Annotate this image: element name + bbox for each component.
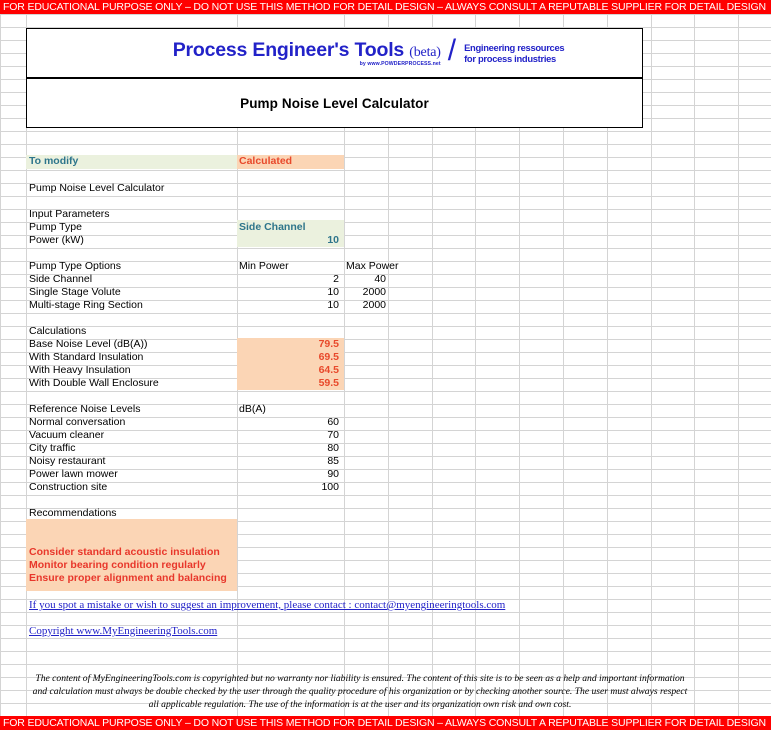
recommendation-item: Monitor bearing condition regularly <box>29 559 206 571</box>
input-parameters-heading: Input Parameters <box>29 208 110 220</box>
grid-row-line <box>0 638 771 639</box>
contact-link[interactable]: If you spot a mistake or wish to suggest an improvement, please contact : contact@myengineeringtools.com <box>29 599 506 611</box>
grid-row-line <box>0 391 771 392</box>
logo-tagline-line1: Engineering ressources <box>464 41 565 53</box>
col-header-min-power: Min Power <box>239 260 289 272</box>
recommendations-heading: Recommendations <box>29 507 117 519</box>
grid-row-line <box>0 144 771 145</box>
page-title: Pump Noise Level Calculator <box>240 95 429 111</box>
logo-header-box <box>26 28 643 78</box>
table-cell-min: 10 <box>327 286 339 298</box>
list-item-value: 60 <box>327 416 339 428</box>
standard-insulation-value: 69.5 <box>318 351 339 363</box>
logo-subtitle: by www.POWDERPROCESS.net <box>359 61 441 67</box>
legend-to-modify-label: To modify <box>29 155 79 167</box>
pump-type-input[interactable]: Side Channel <box>239 221 306 233</box>
list-item: Normal conversation <box>29 416 126 428</box>
col-header-max-power: Max Power <box>346 260 399 272</box>
logo-title <box>173 39 441 62</box>
list-item-value: 90 <box>327 468 339 480</box>
power-kw-input[interactable]: 10 <box>327 234 339 246</box>
grid-row-line <box>0 196 771 197</box>
grid-row-line <box>0 248 771 249</box>
logo-divider-slash: / <box>447 34 457 67</box>
grid-row-line <box>0 664 771 665</box>
grid-row-line <box>0 131 771 132</box>
list-item: City traffic <box>29 442 76 454</box>
pump-type-label: Pump Type <box>29 221 82 233</box>
grid-row-line <box>0 222 771 223</box>
table-cell-min: 10 <box>327 299 339 311</box>
calculations-heading: Calculations <box>29 325 87 337</box>
grid-row-line <box>0 313 771 314</box>
table-row: Single Stage Volute <box>29 286 121 298</box>
disclaimer-text: The content of MyEngineeringTools.com is copyrighted but no warranty nor liability is ensured. The content of this site is to be seen as a help and important information and calculation must always be double checked by the user through the quality procedure of his organization or by checking another source. The user must always respect all applicable regulation. The use of the information is at the user and its organization own risk and own cost. <box>32 673 688 711</box>
copyright-link[interactable]: Copyright www.MyEngineeringTools.com <box>29 625 218 637</box>
recommendation-item: Ensure proper alignment and balancing <box>29 572 227 584</box>
grid-row-line <box>0 326 771 327</box>
list-item: Noisy restaurant <box>29 455 106 467</box>
grid-row-line <box>0 456 771 457</box>
grid-row-line <box>0 651 771 652</box>
list-item-value: 85 <box>327 455 339 467</box>
reference-noise-unit: dB(A) <box>239 403 266 415</box>
table-cell-max: 40 <box>374 273 386 285</box>
list-item: Vacuum cleaner <box>29 429 105 441</box>
logo-tagline <box>456 42 564 65</box>
base-noise-level-label: Base Noise Level (dB(A)) <box>29 338 148 350</box>
power-kw-label: Power (kW) <box>29 234 84 246</box>
table-cell-max: 2000 <box>362 286 386 298</box>
recommendation-item: Consider standard acoustic insulation <box>29 546 220 558</box>
page-title-box <box>26 78 643 128</box>
table-cell-max: 2000 <box>362 299 386 311</box>
double-wall-enclosure-label: With Double Wall Enclosure <box>29 377 159 389</box>
list-item: Power lawn mower <box>29 468 118 480</box>
list-item-value: 100 <box>321 481 339 493</box>
heavy-insulation-label: With Heavy Insulation <box>29 364 131 376</box>
list-item-value: 80 <box>327 442 339 454</box>
grid-row-line <box>0 495 771 496</box>
double-wall-enclosure-value: 59.5 <box>318 377 339 389</box>
heavy-insulation-value: 64.5 <box>318 364 339 376</box>
grid-row-line <box>0 482 771 483</box>
logo-beta-tag: (beta) <box>409 45 441 60</box>
grid-row-line <box>0 430 771 431</box>
grid-row-line <box>0 170 771 171</box>
educational-warning-banner-bottom: FOR EDUCATIONAL PURPOSE ONLY – DO NOT USE THIS METHOD FOR DETAIL DESIGN – ALWAYS CONSULT A REPUTABLE SUPPLIER FOR DETAIL DESIGN <box>0 716 771 730</box>
logo-title-text: Process Engineer's Tools <box>172 39 405 61</box>
table-cell-min: 2 <box>333 273 339 285</box>
section-title: Pump Noise Level Calculator <box>29 182 165 194</box>
grid-row-line <box>0 612 771 613</box>
grid-row-line <box>0 443 771 444</box>
table-row: Multi-stage Ring Section <box>29 299 143 311</box>
list-item: Construction site <box>29 481 108 493</box>
educational-warning-banner-top: FOR EDUCATIONAL PURPOSE ONLY – DO NOT USE THIS METHOD FOR DETAIL DESIGN – ALWAYS CONSULT A REPUTABLE SUPPLIER FOR DETAIL DESIGN <box>0 0 771 14</box>
reference-noise-levels-heading: Reference Noise Levels <box>29 403 141 415</box>
grid-row-line <box>0 209 771 210</box>
grid-row-line <box>0 235 771 236</box>
list-item-value: 70 <box>327 429 339 441</box>
logo-tagline-line2: for process industries <box>464 53 556 64</box>
base-noise-level-value: 79.5 <box>318 338 339 350</box>
legend-calculated-label: Calculated <box>239 155 293 167</box>
standard-insulation-label: With Standard Insulation <box>29 351 144 363</box>
pump-type-options-heading: Pump Type Options <box>29 260 122 272</box>
table-row: Side Channel <box>29 273 93 285</box>
grid-row-line <box>0 14 771 15</box>
